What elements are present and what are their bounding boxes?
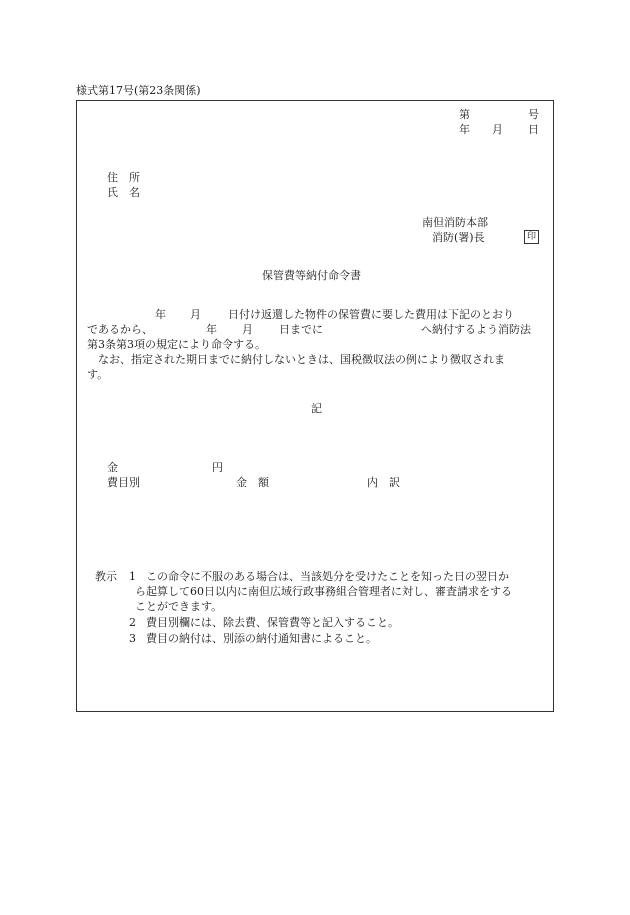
instruction-line: ら起算して60日以内に南但広域行政事務組合管理者に対し、審査請求をする (135, 585, 512, 598)
body-line-4: なお、指定された期日までに納付しないときは、国税徴収法の例により徴収されま (98, 353, 505, 366)
date-month-label: 月 (492, 123, 503, 136)
instruction-number: 3 (129, 632, 136, 645)
body-day-2: 日までに (279, 323, 323, 336)
name-label: 氏 名 (107, 186, 140, 199)
doc-number-suffix: 号 (528, 108, 539, 121)
address-label: 住 所 (107, 171, 140, 184)
amount-unit: 円 (212, 461, 223, 474)
body-month-2: 月 (242, 323, 253, 336)
instruction-line: 費目の納付は、別添の納付通知書によること。 (146, 632, 377, 645)
issuer-org: 南但消防本部 (422, 216, 488, 229)
instruction-line: この命令に不服のある場合は、当該処分を受けたことを知った日の翌日か (146, 570, 509, 583)
instruction-line: ことができます。 (135, 600, 223, 613)
body-line-1: 日付け返還した物件の保管費に要した費用は下記のとおり (228, 308, 514, 321)
body-line-5: す。 (87, 368, 109, 381)
issuer-title: 消防(署)長 (432, 231, 485, 244)
instruction-number: 2 (129, 616, 136, 629)
instructions-label: 教示 (95, 570, 117, 583)
form-number: 様式第17号(第23条関係) (76, 84, 201, 97)
date-day-label: 日 (528, 123, 539, 136)
doc-title: 保管費等納付命令書 (262, 269, 361, 282)
date-year-label: 年 (459, 123, 470, 136)
note-heading: 記 (311, 402, 322, 415)
body-month-1: 月 (190, 308, 201, 321)
amount-label: 金 (107, 461, 118, 474)
body-line-3: 第3条第3項の規定により命令する。 (87, 338, 266, 351)
seal-mark: 印 (524, 230, 539, 244)
doc-number-prefix: 第 (459, 108, 470, 121)
instruction-number: 1 (129, 570, 136, 583)
instruction-line: 費目別欄には、除去費、保管費等と記入すること。 (146, 616, 399, 629)
body-line-2-head: であるから、 (87, 323, 153, 336)
detail-header: 内 訳 (367, 476, 400, 489)
body-year-1: 年 (155, 308, 166, 321)
amount-header: 金 額 (236, 476, 269, 489)
body-year-2: 年 (206, 323, 217, 336)
body-line-2-tail: へ納付するよう消防法 (421, 323, 531, 336)
category-header: 費目別 (107, 476, 140, 489)
